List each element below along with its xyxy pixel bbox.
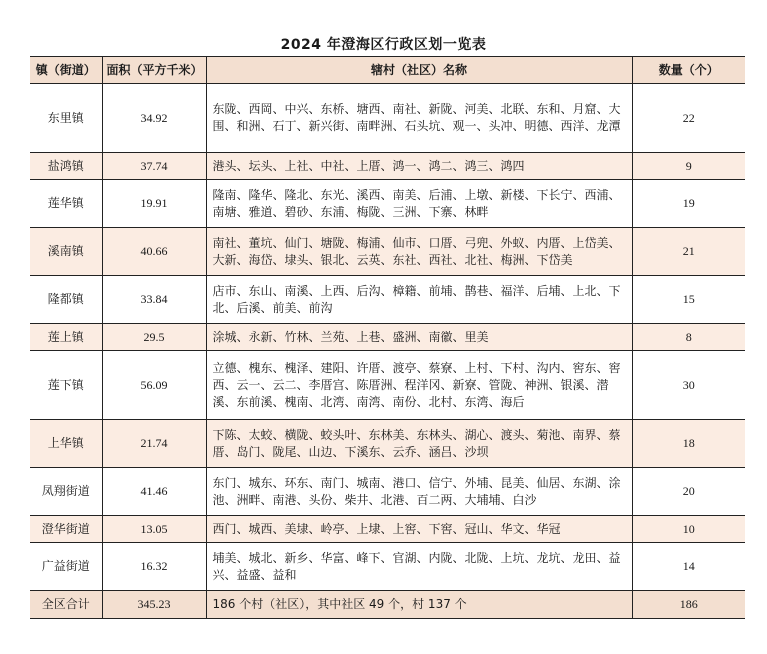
villages-cell: 下陈、太蛟、横陇、蛟头叶、东林美、东林头、湖心、渡头、菊池、南界、蔡厝、岛门、陇尾、山边、下溪东、云乔、涵吕、沙坝 (206, 420, 632, 468)
table-row (30, 516, 745, 543)
count-cell: 10 (632, 516, 745, 543)
total-town-cell: 全区合计 (30, 591, 102, 619)
villages-cell: 港头、坛头、上社、中社、上厝、鸿一、鸿二、鸿三、鸿四 (206, 153, 632, 180)
area-cell: 29.5 (102, 324, 206, 351)
area-cell: 21.74 (102, 420, 206, 468)
town-cell: 上华镇 (30, 420, 102, 468)
villages-cell: 东陇、西岡、中兴、东桥、塘西、南社、新陇、河美、北联、东和、月窟、大围、和洲、石丁、新兴街、南畔洲、石头坑、观一、头冲、明德、西洋、龙潭 (206, 84, 632, 153)
table-row (30, 543, 745, 591)
villages-cell: 店市、东山、南溪、上西、后沟、樟籍、前埔、鹊巷、福洋、后埔、上北、下北、后溪、前美、前沟 (206, 276, 632, 324)
admin-division-table (30, 56, 745, 619)
table-row (30, 153, 745, 180)
table-row (30, 351, 745, 420)
area-cell: 37.74 (102, 153, 206, 180)
table-row (30, 468, 745, 516)
header-area: 面积（平方千米） (102, 57, 206, 84)
count-cell: 9 (632, 153, 745, 180)
total-villages-cell: 186 个村（社区），其中社区 49 个，村 137 个 (206, 591, 632, 619)
table-row (30, 420, 745, 468)
header-town: 镇（街道） (30, 57, 102, 84)
total-count-cell: 186 (632, 591, 745, 619)
villages-cell: 立德、槐东、槐泽、建阳、许厝、渡亭、蔡寮、上村、下村、沟内、窖东、窖西、云一、云二、李厝宫、陈厝洲、程洋冈、新寮、管陇、神洲、银溪、潜溪、东前溪、槐南、北湾、南湾、南份、北村、东湾、海后 (206, 351, 632, 420)
villages-cell: 埔美、城北、新乡、华富、峰下、官湖、内陇、北陇、上坑、龙坑、龙田、益兴、益盛、益和 (206, 543, 632, 591)
villages-cell: 东门、城东、环东、南门、城南、港口、信宁、外埔、昆美、仙居、东湖、涂池、洲畔、南港、头份、柴井、北港、百二两、大埔埔、白沙 (206, 468, 632, 516)
count-cell: 14 (632, 543, 745, 591)
area-cell: 16.32 (102, 543, 206, 591)
villages-cell: 西门、城西、美埭、岭亭、上埭、上窖、下窖、冠山、华文、华冠 (206, 516, 632, 543)
town-cell: 东里镇 (30, 84, 102, 153)
town-cell: 莲下镇 (30, 351, 102, 420)
table-row (30, 276, 745, 324)
town-cell: 盐鸿镇 (30, 153, 102, 180)
table-header-row (30, 57, 745, 84)
town-cell: 澄华街道 (30, 516, 102, 543)
count-cell: 8 (632, 324, 745, 351)
table-row (30, 180, 745, 228)
table-row (30, 324, 745, 351)
area-cell: 41.46 (102, 468, 206, 516)
villages-cell: 涂城、永新、竹林、兰苑、上巷、盛洲、南徽、里美 (206, 324, 632, 351)
header-villages: 辖村（社区）名称 (206, 57, 632, 84)
table-row (30, 84, 745, 153)
villages-cell: 南社、董坑、仙门、塘陇、梅浦、仙市、口厝、弓兜、外蚁、内厝、上岱美、大新、海岱、埭头、银北、云英、东社、西社、北社、梅洲、下岱美 (206, 228, 632, 276)
count-cell: 19 (632, 180, 745, 228)
table-title: 2024 年澄海区行政区划一览表 (280, 37, 487, 53)
town-cell: 溪南镇 (30, 228, 102, 276)
town-cell: 凤翔街道 (30, 468, 102, 516)
town-cell: 隆都镇 (30, 276, 102, 324)
area-cell: 33.84 (102, 276, 206, 324)
count-cell: 21 (632, 228, 745, 276)
area-cell: 34.92 (102, 84, 206, 153)
count-cell: 20 (632, 468, 745, 516)
town-cell: 莲华镇 (30, 180, 102, 228)
total-area-cell: 345.23 (102, 591, 206, 619)
area-cell: 56.09 (102, 351, 206, 420)
villages-cell: 隆南、隆华、隆北、东光、溪西、南美、后浦、上墩、新楼、下长宁、西浦、南塘、雅道、碧砂、东浦、梅陇、三洲、下寨、林畔 (206, 180, 632, 228)
area-cell: 40.66 (102, 228, 206, 276)
count-cell: 15 (632, 276, 745, 324)
header-count: 数量（个） (632, 57, 745, 84)
town-cell: 广益街道 (30, 543, 102, 591)
area-cell: 13.05 (102, 516, 206, 543)
area-cell: 19.91 (102, 180, 206, 228)
count-cell: 30 (632, 351, 745, 420)
count-cell: 18 (632, 420, 745, 468)
count-cell: 22 (632, 84, 745, 153)
town-cell: 莲上镇 (30, 324, 102, 351)
total-row (30, 591, 745, 619)
table-row (30, 228, 745, 276)
